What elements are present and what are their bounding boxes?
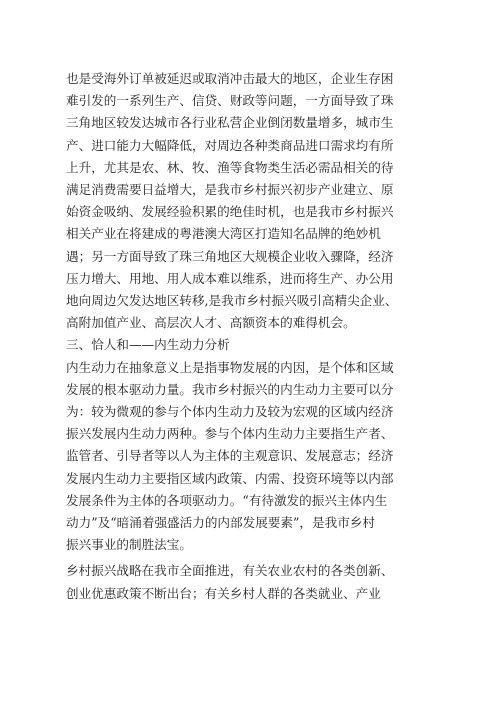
text-line: 内生动力在抽象意义上是指事物发展的内因，是个体和区域 — [66, 359, 394, 375]
paragraph-internal-drive — [66, 357, 440, 557]
text-line: 上升，尤其是农、林、牧、渔等食物类生活必需品相关的待 — [66, 159, 394, 175]
text-line: 发展内生动力主要指区域内政策、内需、投资环境等以内部 — [66, 470, 394, 486]
text-line: 发展的根本驱动力量。我市乡村振兴的内生动力主要可以分 — [66, 381, 394, 397]
text-line: 始资金吸纳、发展经验积累的绝佳时机，也是我市乡村振兴 — [66, 204, 394, 220]
text-line: 动力”及“暗涌着强盛活力的内部发展要素”，是我市乡村 — [66, 515, 375, 531]
document-page — [66, 68, 440, 605]
heading-text: 三、恰人和——内生动力分析 — [66, 337, 230, 353]
text-line: 遇；另一方面导致了珠三角地区大规模企业收入骤降，经济 — [66, 248, 394, 264]
text-line: 高附加值产业、高层次人才、高额资本的难得机会。 — [66, 315, 356, 331]
text-line: 压力增大、用地、用人成本难以维系，进而将生产、办公用 — [66, 270, 394, 286]
text-line: 三角地区较发达城市各行业私营企业倒闭数量增多，城市生 — [66, 115, 394, 131]
text-line: 创业优惠政策不断出台；有关乡村人群的各类就业、产业 — [66, 585, 381, 601]
text-line: 乡村振兴战略在我市全面推进，有关农业农村的各类创新、 — [66, 563, 394, 579]
paragraph-rural-strategy — [66, 560, 440, 604]
text-line: 难引发的一系列生产、信贷、财政等问题，一方面导致了珠 — [66, 93, 394, 109]
text-line: 地向周边欠发达地区转移,是我市乡村振兴吸引高精尖企业、 — [66, 293, 398, 309]
text-line: 为：较为微观的参与个体内生动力及较为宏观的区域内经济 — [66, 404, 394, 420]
text-line: 满足消费需要日益增大，是我市乡村振兴初步产业建立、原 — [66, 182, 394, 198]
paragraph-economic-impact — [66, 68, 440, 334]
text-line: 也是受海外订单被延迟或取消冲击最大的地区，企业生存困 — [66, 71, 394, 86]
text-line: 振兴事业的制胜法宝。 — [66, 537, 192, 553]
text-line: 产、进口能力大幅降低，对周边各种类商品进口需求均有所 — [66, 137, 394, 153]
section-heading — [66, 334, 440, 356]
text-line: 监管者、引导者等以人为主体的主观意识、发展意志；经济 — [66, 448, 394, 464]
text-line: 振兴发展内生动力两种。参与个体内生动力主要指生产者、 — [66, 426, 394, 442]
text-line: 相关产业在将建成的粤港澳大湾区打造知名品牌的绝妙机 — [66, 226, 381, 242]
text-line: 发展条件为主体的各项驱动力。“有待激发的振兴主体内生 — [66, 492, 388, 508]
